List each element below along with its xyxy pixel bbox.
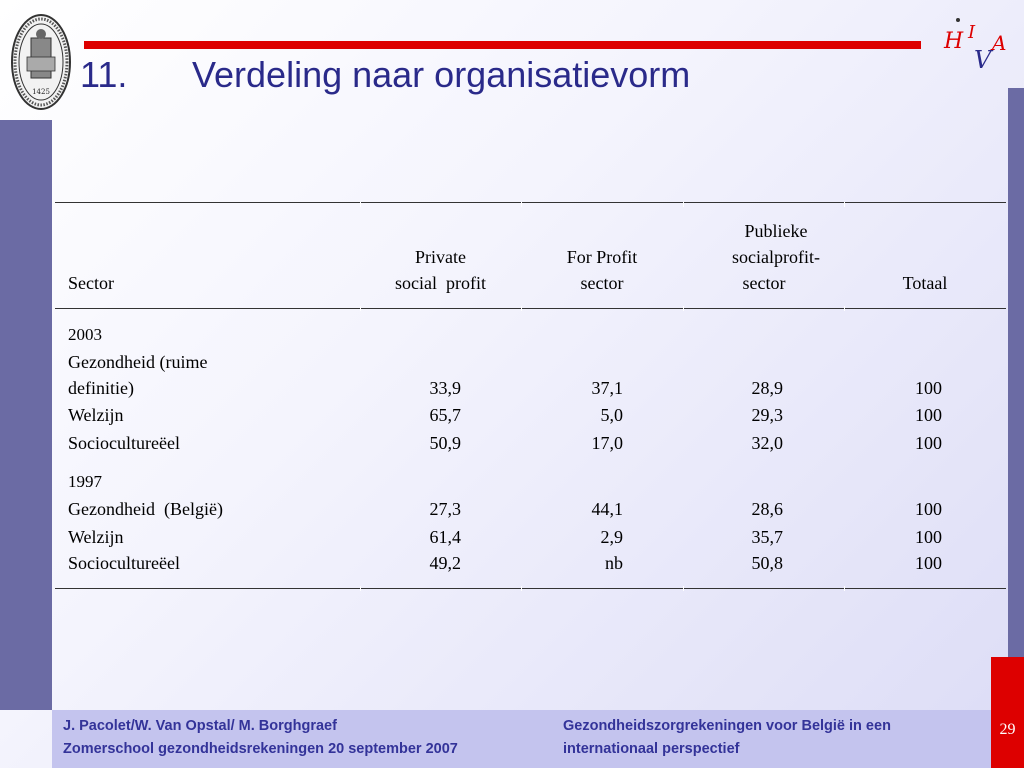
cell-forprofit: 5,0: [600, 405, 623, 425]
cell-private: 49,2: [429, 553, 461, 573]
cell-totaal: 100: [915, 378, 942, 398]
seal-year: 1425: [32, 88, 50, 96]
header-forprofit-line2: sector: [580, 273, 624, 293]
row-sector: Welzijn: [68, 405, 124, 425]
footer-event: Zomerschool gezondheidsrekeningen 20 september 2007: [63, 741, 458, 757]
cell-publiek: 32,0: [751, 433, 783, 453]
cell-totaal: 100: [915, 405, 942, 425]
row-sector-line1: Gezondheid (ruime: [68, 352, 208, 372]
cell-forprofit: 17,0: [591, 433, 623, 453]
header-totaal: Totaal: [902, 273, 948, 293]
cell-forprofit: 37,1: [591, 378, 623, 398]
cell-totaal: 100: [915, 499, 942, 519]
left-decorative-bar: [0, 120, 52, 710]
cell-private: 61,4: [429, 527, 461, 547]
cell-forprofit: 44,1: [591, 499, 623, 519]
cell-publiek: 28,9: [751, 378, 783, 398]
page-number-box: [991, 657, 1024, 768]
row-sector: Welzijn: [68, 527, 124, 547]
row-sector: Sociocultureëel: [68, 553, 180, 573]
cell-totaal: 100: [915, 433, 942, 453]
table-top-rule: [55, 202, 1006, 203]
hiva-letter-i: I: [968, 22, 976, 43]
slide-number: 11.: [80, 54, 128, 95]
hiva-letter-a: A: [992, 31, 1007, 55]
title-underline-bar: [84, 41, 921, 49]
row-sector: Sociocultureëel: [68, 433, 180, 453]
cell-private: 65,7: [429, 405, 461, 425]
cell-publiek: 28,6: [751, 499, 783, 519]
table-bottom-rule: [55, 588, 1006, 589]
data-table: [55, 202, 1006, 590]
cell-forprofit: 2,9: [600, 527, 623, 547]
header-private-line1: Private: [415, 247, 466, 267]
header-private-line2: social profit: [395, 273, 486, 293]
cell-publiek: 35,7: [751, 527, 783, 547]
slide-title-text: Verdeling naar organisatievorm: [192, 54, 691, 95]
cell-publiek: 50,8: [751, 553, 783, 573]
header-publiek-line1: Publieke: [744, 221, 808, 241]
cell-totaal: 100: [915, 553, 942, 573]
header-publiek-line3: sector: [742, 273, 786, 293]
hiva-logo: [938, 14, 1018, 76]
header-sector: Sector: [68, 273, 114, 293]
table-header-rule: [55, 308, 1006, 309]
footer-topic-line2: internationaal perspectief: [563, 741, 740, 757]
footer-topic-line1: Gezondheidszorgrekeningen voor België in een: [563, 718, 891, 734]
cell-publiek: 29,3: [751, 405, 783, 425]
group-year-1997: 1997: [68, 472, 102, 491]
footer-authors: J. Pacolet/W. Van Opstal/ M. Borghgraef: [63, 718, 337, 734]
page-number: 29: [999, 721, 1016, 738]
slide-title: [80, 54, 690, 96]
right-decorative-bar: [1008, 88, 1024, 658]
hiva-letter-v: V: [974, 46, 992, 74]
row-sector: Gezondheid (België): [68, 499, 223, 519]
row-sector-line2: definitie): [68, 378, 134, 398]
cell-private: 50,9: [429, 433, 461, 453]
header-publiek-line2: socialprofit-: [732, 247, 820, 267]
group-year-2003: 2003: [68, 325, 102, 344]
cell-forprofit: nb: [605, 553, 623, 573]
university-seal-logo: [10, 12, 72, 112]
cell-private: 33,9: [429, 378, 461, 398]
hiva-letter-h: H: [944, 29, 964, 54]
cell-totaal: 100: [915, 527, 942, 547]
header-forprofit-line1: For Profit: [566, 247, 638, 267]
cell-private: 27,3: [429, 499, 461, 519]
